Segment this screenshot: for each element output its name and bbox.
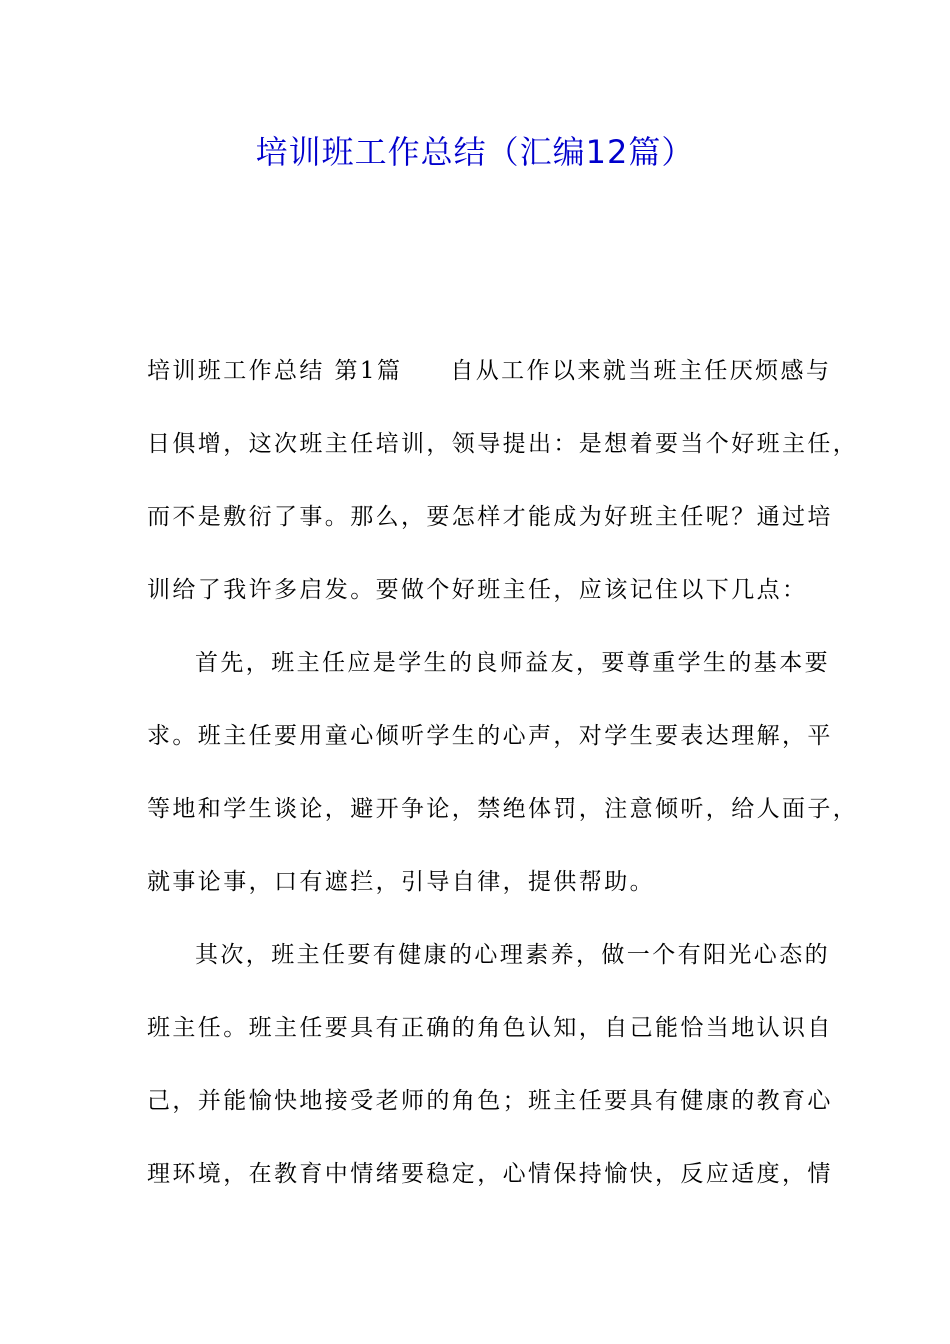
body-line-11: 己，并能愉快地接受老师的角色；班主任要具有健康的教育心	[147, 1088, 833, 1114]
document-title: 培训班工作总结（汇编12篇）	[255, 133, 695, 171]
body-line-9: 其次，班主任要有健康的心理素养，做一个有阳光心态的	[195, 942, 830, 968]
body-line-10: 班主任。班主任要具有正确的角色认知，自己能恰当地认识自	[147, 1015, 833, 1041]
body-line-2: 日俱增，这次班主任培训，领导提出：是想着要当个好班主任，	[147, 431, 859, 457]
body-line-12: 理环境，在教育中情绪要稳定，心情保持愉快，反应适度，情	[147, 1161, 833, 1187]
body-text-run: 自从工作以来就当班主任厌烦感与	[450, 358, 832, 384]
body-line-6: 求。班主任要用童心倾听学生的心声，对学生要表达理解，平	[147, 723, 833, 749]
body-line-5: 首先，班主任应是学生的良师益友，要尊重学生的基本要	[195, 650, 830, 676]
body-line-4: 训给了我许多启发。要做个好班主任，应该记住以下几点：	[147, 577, 808, 603]
body-line-8: 就事论事，口有遮拦，引导自律，提供帮助。	[147, 869, 655, 895]
document-body	[147, 335, 859, 1211]
body-line-1	[147, 335, 832, 408]
body-line-7: 等地和学生谈论，避开争论，禁绝体罚，注意倾听，给人面子，	[147, 796, 859, 822]
body-line-3: 而不是敷衍了事。那么，要怎样才能成为好班主任呢？通过培	[147, 504, 833, 530]
section-heading: 培训班工作总结 第1篇	[147, 358, 403, 384]
